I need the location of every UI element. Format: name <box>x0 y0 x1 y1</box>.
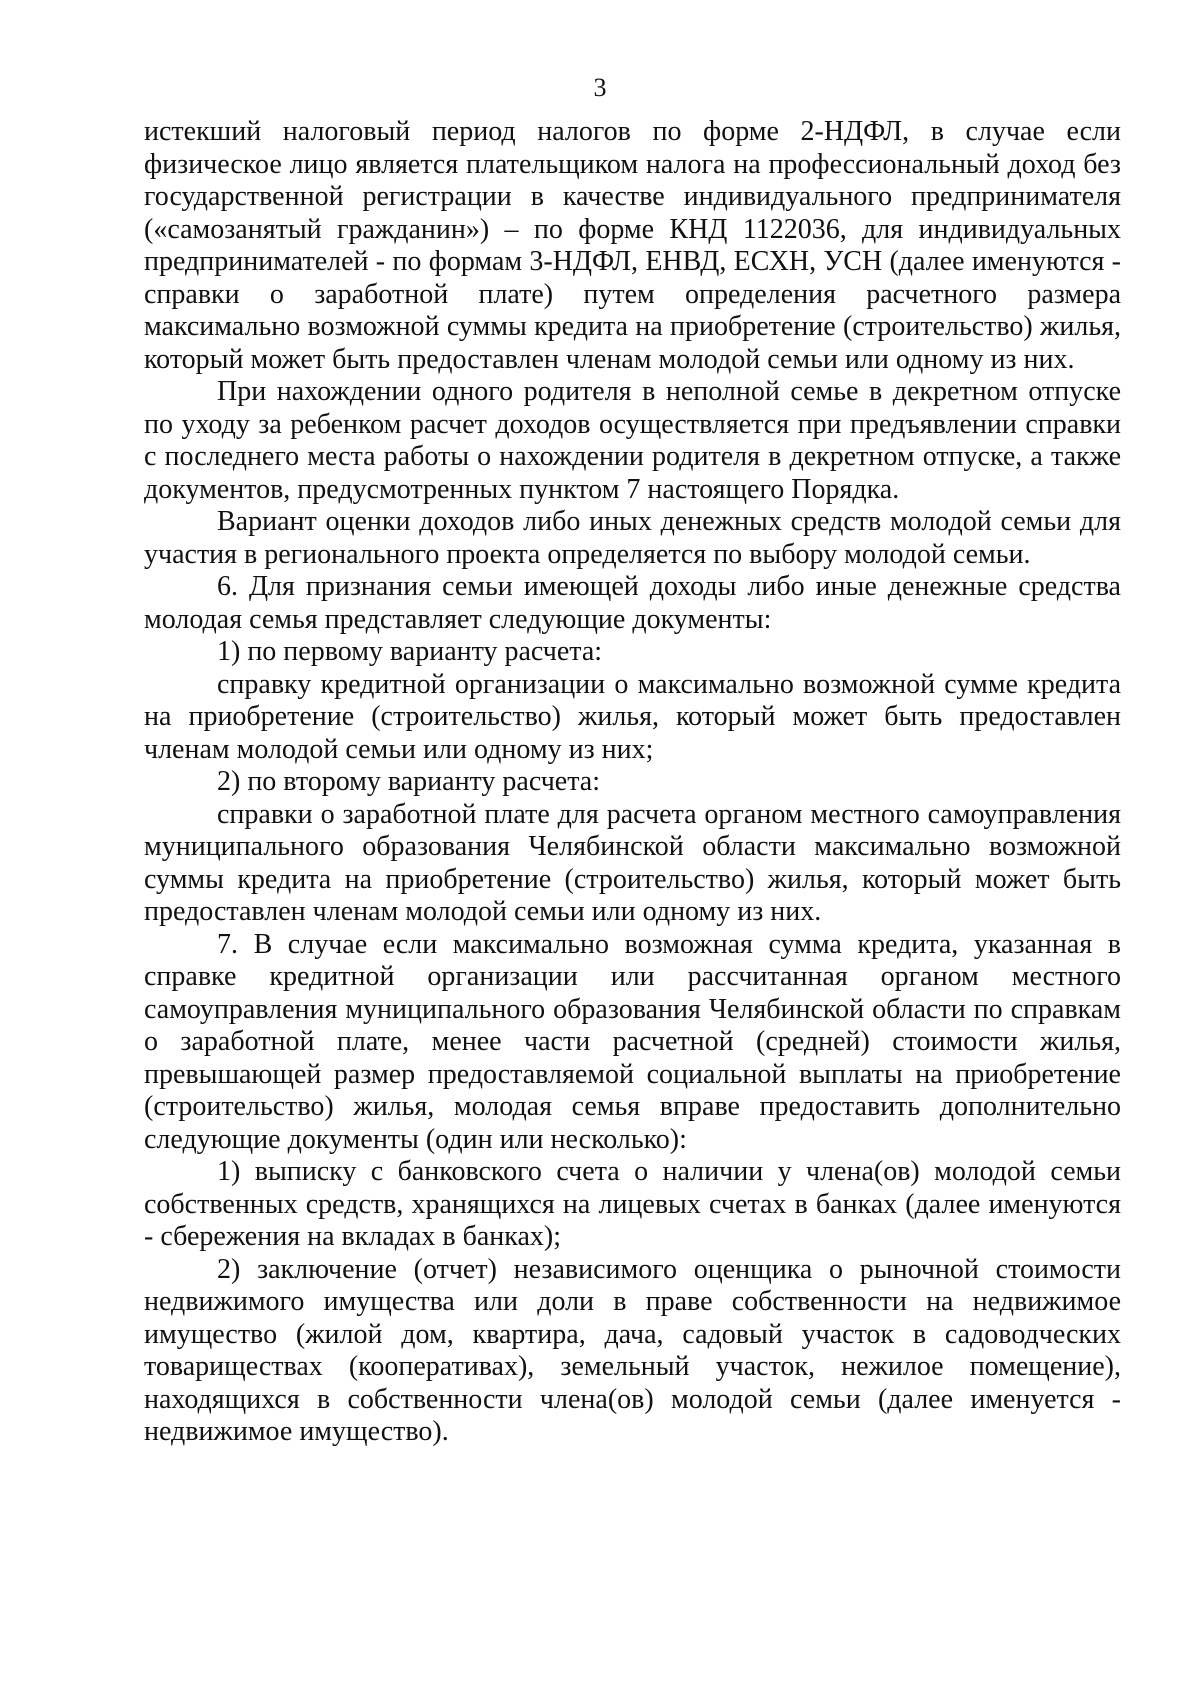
paragraph-item-7-subitem-1: 1) выписку с банковского счета о наличии у члена(ов) молодой семьи собственных средств, хранящихся на лицевых счетах в банках (далее именуются - сбережения на вкладах в банках); <box>144 1156 1121 1252</box>
page-number: 3 <box>593 73 607 102</box>
paragraph-item-6-option-2: 2) по второму варианту расчета: <box>217 766 601 797</box>
document-body <box>144 116 1121 1449</box>
paragraph-item-6-option-1-detail: справку кредитной организации о максимально возможной сумме кредита на приобретение (строительство) жилья, который может быть предоставлен членам молодой семьи или одному из них; <box>144 668 1121 765</box>
paragraph-income-assessment-option: Вариант оценки доходов либо иных денежных средств молодой семьи для участия в регионального проекта определяется по выбору молодой семьи. <box>144 506 1121 570</box>
paragraph-item-7-subitem-2: 2) заключение (отчет) независимого оценщика о рыночной стоимости недвижимого имущества или доли в праве собственности на недвижимое имущество (жилой дом, квартира, дача, садовый участок в садоводческих товариществах (кооперативах), земельный участок, нежилое помещение), находящихся в собственности члена(ов) молодой семьи (далее именуется - недвижимое имущество). <box>144 1253 1121 1447</box>
paragraph-item-7: 7. В случае если максимально возможная сумма кредита, указанная в справке кредитной организации или рассчитанная органом местного самоуправления муниципального образования Челябинской области по справкам о заработной плате, менее части расчетной (средней) стоимости жилья, превышающей размер предоставляемой социальной выплаты на приобретение (строительство) жилья, молодая семья вправе предоставить дополнительно следующие документы (один или несколько): <box>144 928 1121 1155</box>
paragraph-income-certificates-continuation: истекший налоговый период налогов по форме 2-НДФЛ, в случае если физическое лицо является плательщиком налога на профессиональный доход без государственной регистрации в качестве индивидуального предпринимателя («самозанятый гражданин») – по форме КНД 1122036, для индивидуальных предпринимателей - по формам 3-НДФЛ, ЕНВД, ЕСХН, УСН (далее именуются - справки о заработной плате) путем определения расчетного размера максимально возможной суммы кредита на приобретение (строительство) жилья, который может быть предоставлен членам молодой семьи или одному из них. <box>144 116 1121 375</box>
paragraph-item-6-option-1: 1) по первому варианту расчета: <box>217 636 603 667</box>
paragraph-item-6-option-2-detail: справки о заработной плате для расчета органом местного самоуправления муниципального образования Челябинской области максимально возможной суммы кредита на приобретение (строительство) жилья, который может быть предоставлен членам молодой семьи или одному из них. <box>144 798 1121 927</box>
paragraph-maternity-leave: При нахождении одного родителя в неполной семье в декретном отпуске по уходу за ребенком расчет доходов осуществляется при предъявлении справки с последнего места работы о нахождении родителя в декретном отпуске, а также документов, предусмотренных пунктом 7 настоящего Порядка. <box>144 376 1121 505</box>
paragraph-item-6: 6. Для признания семьи имеющей доходы либо иные денежные средства молодая семья представляет следующие документы: <box>144 571 1121 635</box>
